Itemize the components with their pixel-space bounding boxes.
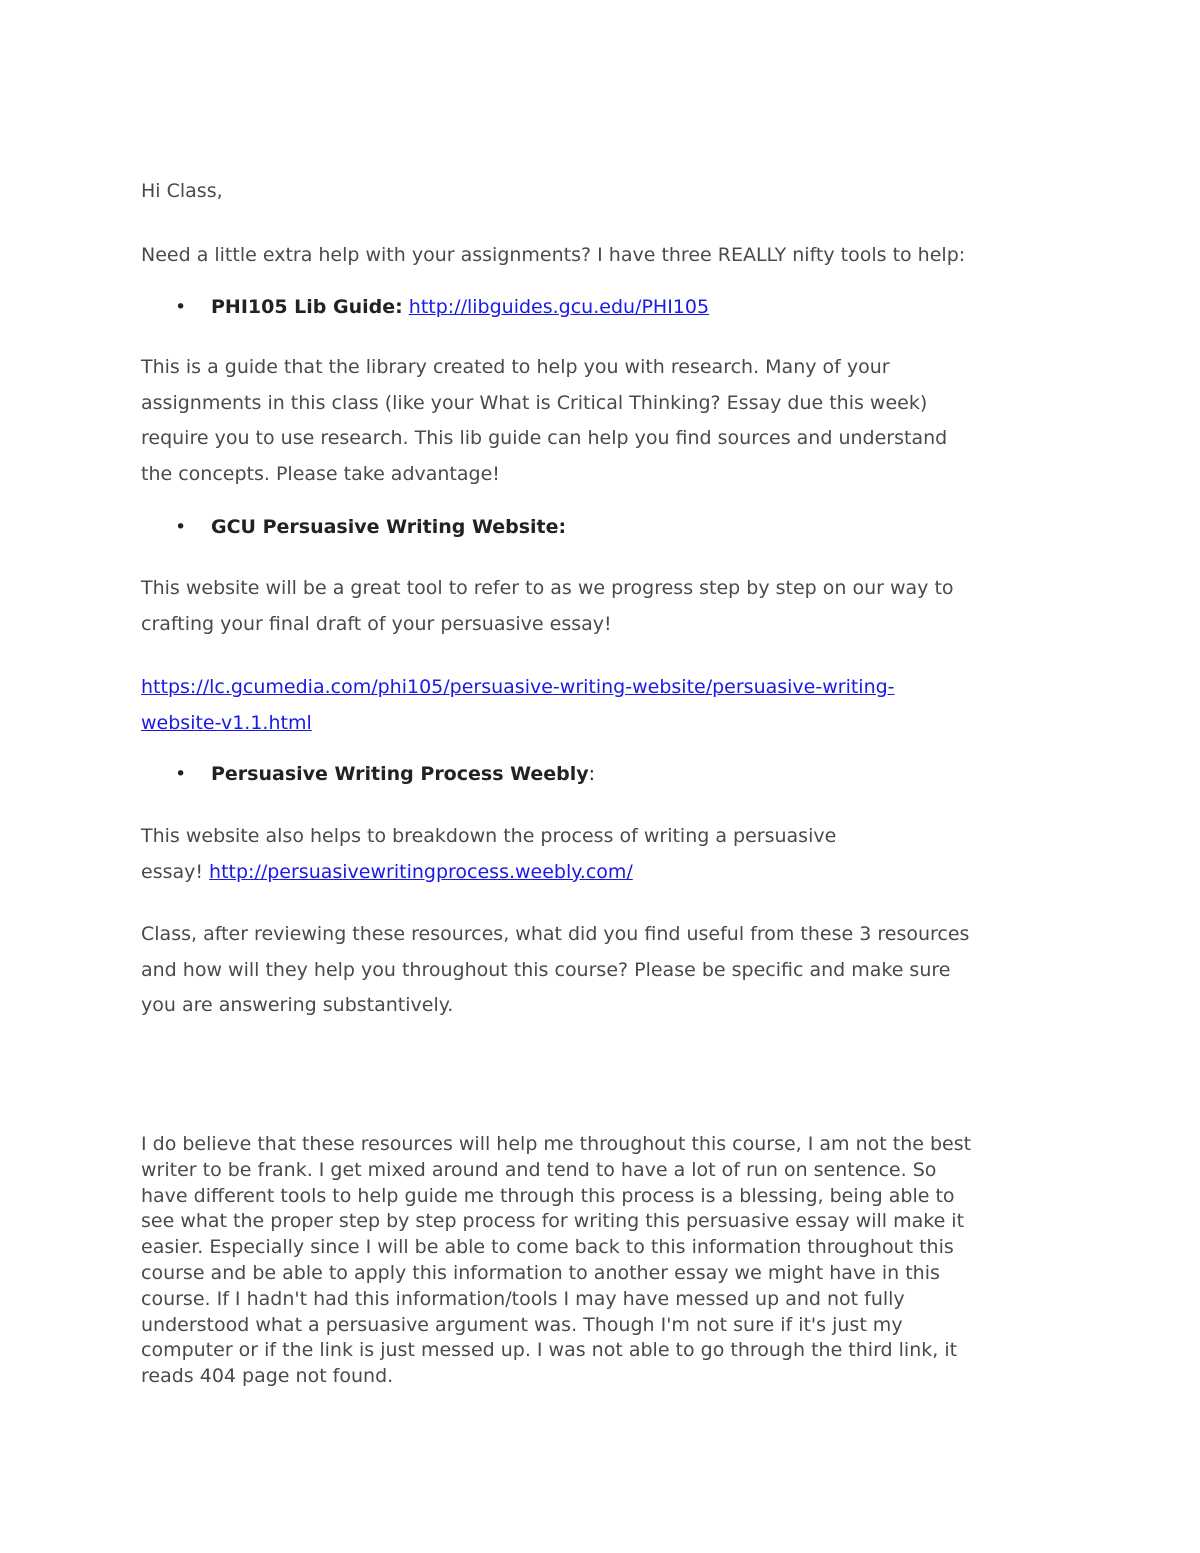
question-line: Class, after reviewing these resources, what did you find useful from these 3 resources — [141, 923, 970, 945]
greeting: Hi Class, — [141, 180, 223, 202]
description-line: the concepts. Please take advantage! — [141, 462, 500, 485]
reply-line: reads 404 page not found. — [141, 1365, 394, 1388]
resource-title: PHI105 Lib Guide: — [211, 296, 403, 318]
resource-title: GCU Persuasive Writing Website: — [211, 516, 567, 538]
description-line — [141, 855, 633, 891]
bullet-icon: • — [175, 763, 187, 785]
gcu-website-link-line — [141, 670, 895, 706]
bullet-icon: • — [175, 296, 187, 318]
description-line: This website will be a great tool to refer to as we progress step by step on our way to — [141, 577, 954, 599]
bullet-icon: • — [175, 516, 187, 538]
reply-line: I do believe that these resources will help me throughout this course, I am not the best — [141, 1133, 972, 1155]
reply-line: course and be able to apply this information to another essay we might have in this — [141, 1262, 940, 1284]
gcu-website-link-line — [141, 706, 312, 742]
intro-text: Need a little extra help with your assignments? I have three REALLY nifty tools to help: — [141, 244, 966, 266]
description-line: This is a guide that the library created to help you with research. Many of your — [141, 356, 890, 378]
reply-line: have different tools to help guide me through this process is a blessing, being able to — [141, 1184, 955, 1207]
description-line: assignments in this class (like your What is Critical Thinking? Essay due this week) — [141, 391, 928, 414]
reply-line: easier. Especially since I will be able to come back to this information throughout this — [141, 1236, 954, 1259]
gcu-website-link-continued[interactable]: website-v1.1.html — [141, 711, 312, 734]
lib-guide-link[interactable]: http://libguides.gcu.edu/PHI105 — [408, 296, 710, 318]
resource-title-suffix: : — [588, 763, 596, 785]
reply-line: see what the proper step by step process for writing this persuasive essay will make it — [141, 1210, 965, 1233]
gcu-website-link[interactable]: https://lc.gcumedia.com/phi105/persuasive-writing-website/persuasive-writing- — [141, 676, 895, 698]
reply-line: computer or if the link is just messed up. I was not able to go through the third link, it — [141, 1339, 958, 1362]
reply-line: understood what a persuasive argument was. Though I'm not sure if it's just my — [141, 1313, 903, 1336]
question-line: and how will they help you throughout this course? Please be specific and make sure — [141, 958, 951, 981]
reply-line: course. If I hadn't had this information/tools I may have messed up and not fully — [141, 1287, 905, 1310]
reply-line: writer to be frank. I get mixed around and tend to have a lot of run on sentence. So — [141, 1158, 937, 1181]
description-prefix: essay! — [141, 860, 210, 883]
description-line: This website also helps to breakdown the process of writing a persuasive — [141, 825, 837, 847]
description-line: require you to use research. This lib guide can help you find sources and understand — [141, 427, 948, 449]
resource-title: Persuasive Writing Process Weebly — [211, 763, 589, 785]
question-line: you are answering substantively. — [141, 994, 454, 1016]
weebly-link[interactable]: http://persuasivewritingprocess.weebly.com/ — [209, 860, 633, 883]
description-line: crafting your final draft of your persuasive essay! — [141, 612, 612, 635]
